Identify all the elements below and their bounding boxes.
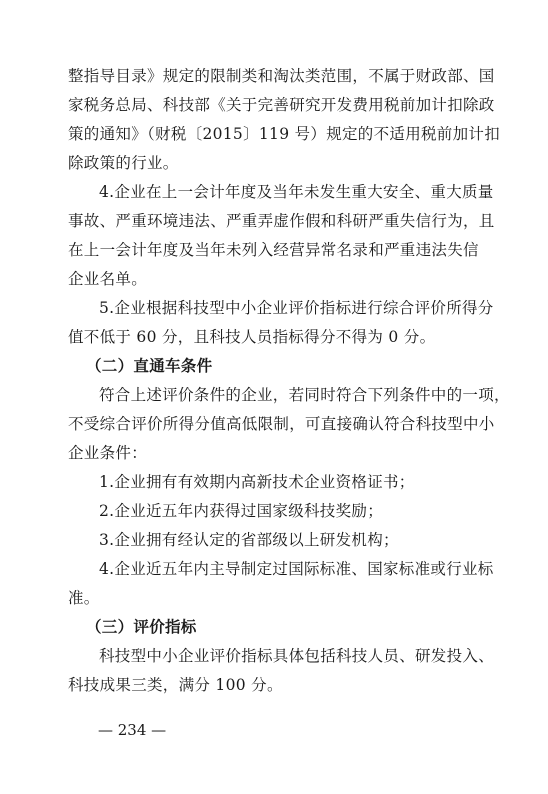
text-line: 4.企业在上一会计年度及当年未发生重大安全、重大质量 bbox=[99, 183, 494, 201]
document-page bbox=[68, 62, 510, 700]
paragraph-indicators bbox=[68, 642, 495, 700]
text-line: 值不低于 60 分，且科技人员指标得分不得为 0 分。 bbox=[68, 328, 436, 346]
text-line: 4.企业近五年内主导制定过国际标准、国家标准或行业标 bbox=[99, 560, 494, 578]
text-line: 事故、严重环境违法、严重弄虚作假和科研严重失信行为，且 bbox=[68, 212, 495, 230]
text-line: 企业条件： bbox=[68, 444, 148, 462]
paragraph-condition-5 bbox=[68, 294, 494, 352]
paragraph-condition-4 bbox=[68, 178, 495, 294]
text-line: 整指导目录》规定的限制类和淘汰类范围，不属于财政部、国 bbox=[68, 67, 495, 85]
text-line: 科技成果三类，满分 100 分。 bbox=[68, 676, 283, 694]
page-number: — 234 — bbox=[98, 721, 167, 739]
text-line: 符合上述评价条件的企业，若同时符合下列条件中的一项， bbox=[99, 386, 510, 404]
text-line: 除政策的行业。 bbox=[68, 154, 179, 172]
text-line: 5.企业根据科技型中小企业评价指标进行综合评价所得分 bbox=[99, 299, 494, 317]
paragraph-direct-intro bbox=[68, 381, 510, 468]
list-item-standards bbox=[68, 555, 494, 613]
text-line: 在上一会计年度及当年未列入经营异常名录和严重违法失信 bbox=[68, 241, 479, 259]
section-heading-direct-conditions: （二）直通车条件 bbox=[86, 357, 213, 375]
text-line: 企业名单。 bbox=[68, 270, 148, 288]
text-line: 策的通知》（财税〔2015〕119 号）规定的不适用税前加计扣 bbox=[68, 125, 501, 143]
list-item: 3.企业拥有经认定的省部级以上研发机构； bbox=[99, 531, 399, 549]
text-line: 不受综合评价所得分值高低限制，可直接确认符合科技型中小 bbox=[68, 415, 495, 433]
section-heading-evaluation-indicators: （三）评价指标 bbox=[86, 618, 197, 636]
direct-conditions-list bbox=[68, 468, 482, 555]
list-item: 2.企业近五年内获得过国家级科技奖励； bbox=[99, 502, 383, 520]
text-line: 准。 bbox=[68, 589, 100, 607]
text-line: 科技型中小企业评价指标具体包括科技人员、研发投入、 bbox=[99, 647, 495, 665]
list-item: 1.企业拥有有效期内高新技术企业资格证书； bbox=[99, 473, 415, 491]
paragraph-continuation bbox=[68, 62, 501, 178]
text-line: 家税务总局、科技部《关于完善研究开发费用税前加计扣除政 bbox=[68, 96, 495, 114]
